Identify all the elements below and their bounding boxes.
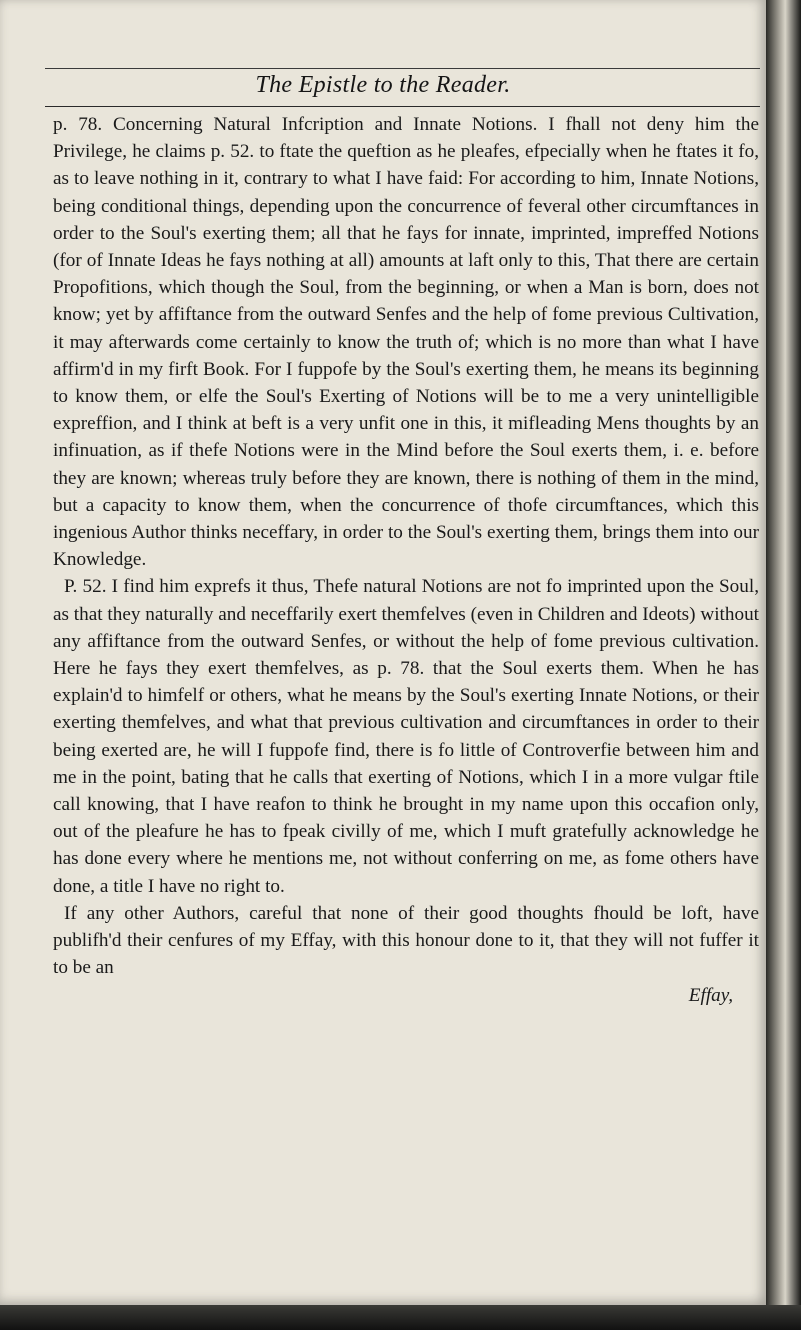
paragraph-other-authors: If any other Authors, careful that none of their good thoughts fhould be loft, have publifh'd their cenfures of my Effay, with this honour done to it, that they will not fuffer it to be an bbox=[53, 902, 759, 979]
page-bottom-edge bbox=[0, 1305, 801, 1330]
running-header: The Epistle to the Reader. bbox=[255, 72, 511, 98]
paragraph-natural-inscription: p. 78. Concerning Natural Infcription and Innate Notions. I fhall not deny him the Privilege, he claims p. 52. to ftate the queftion as he pleafes, efpecially when he ftates it fo, as to leave nothing in it, contrary to what I have faid: For according to him, Innate Notions, being conditional things, depending upon the concurrence of feveral other circumftances in order to the Soul's exerting them; all that he fays for innate, imprinted, impreffed Notions (for of Innate Ideas he fays nothing at all) amounts at laft only to this, That there are certain Propofitions, which though the Soul, from the beginning, or when a Man is born, does not know; yet by affiftance from the outward Senfes and the help of fome previous Cultivation, it may afterwards come certainly to know the truth of; which is no more than what I have affirm'd in my firft Book. For I fuppofe by the Soul's exerting them, he means its beginning to know them, or elfe the Soul's Exerting of Notions will be to me a very unintelligible expreffion, and I think at beft is a very unfit one in this, it mifleading Mens thoughts by an infinuation, as if thefe Notions were in the Mind before the Soul exerts them, i. e. before they are known; whereas truly before they are known, there is nothing of them in the mind, but a capacity to know them, when the concurrence of thofe circumftances, which this ingenious Author thinks neceffary, in order to the Soul's exerting them, brings them into our Knowledge. bbox=[53, 114, 759, 571]
body-text bbox=[53, 111, 759, 1009]
paragraph-page-52: P. 52. I find him exprefs it thus, Thefe natural Notions are not fo imprinted upon the Soul, as that they naturally and neceffarily exert themfelves (even in Children and Ideots) without any affiftance from the outward Senfes, or without the help of fome previous cultivation. Here he fays they exert themfelves, as p. 78. that the Soul exerts them. When he has explain'd to himfelf or others, what he means by the Soul's exerting Innate Notions, or their exerting themfelves, and what that previous cultivation and circumftances in order to their being exerted are, he will I fuppofe find, there is fo little of Controverfie between him and me in the point, bating that he calls that exerting of Notions, which I in a more vulgar ftile call knowing, that I have reafon to think he brought in my name upon this occafion only, out of the pleafure he has to fpeak civilly of me, which I muft gratefully acknowledge he has done every where he mentions me, not without conferring on me, as fome others have done, a title I have no right to. bbox=[53, 576, 759, 897]
header-rule bbox=[45, 106, 760, 107]
top-rule bbox=[45, 68, 760, 69]
catchword: Effay, bbox=[688, 984, 733, 1006]
page-edge bbox=[766, 0, 801, 1330]
